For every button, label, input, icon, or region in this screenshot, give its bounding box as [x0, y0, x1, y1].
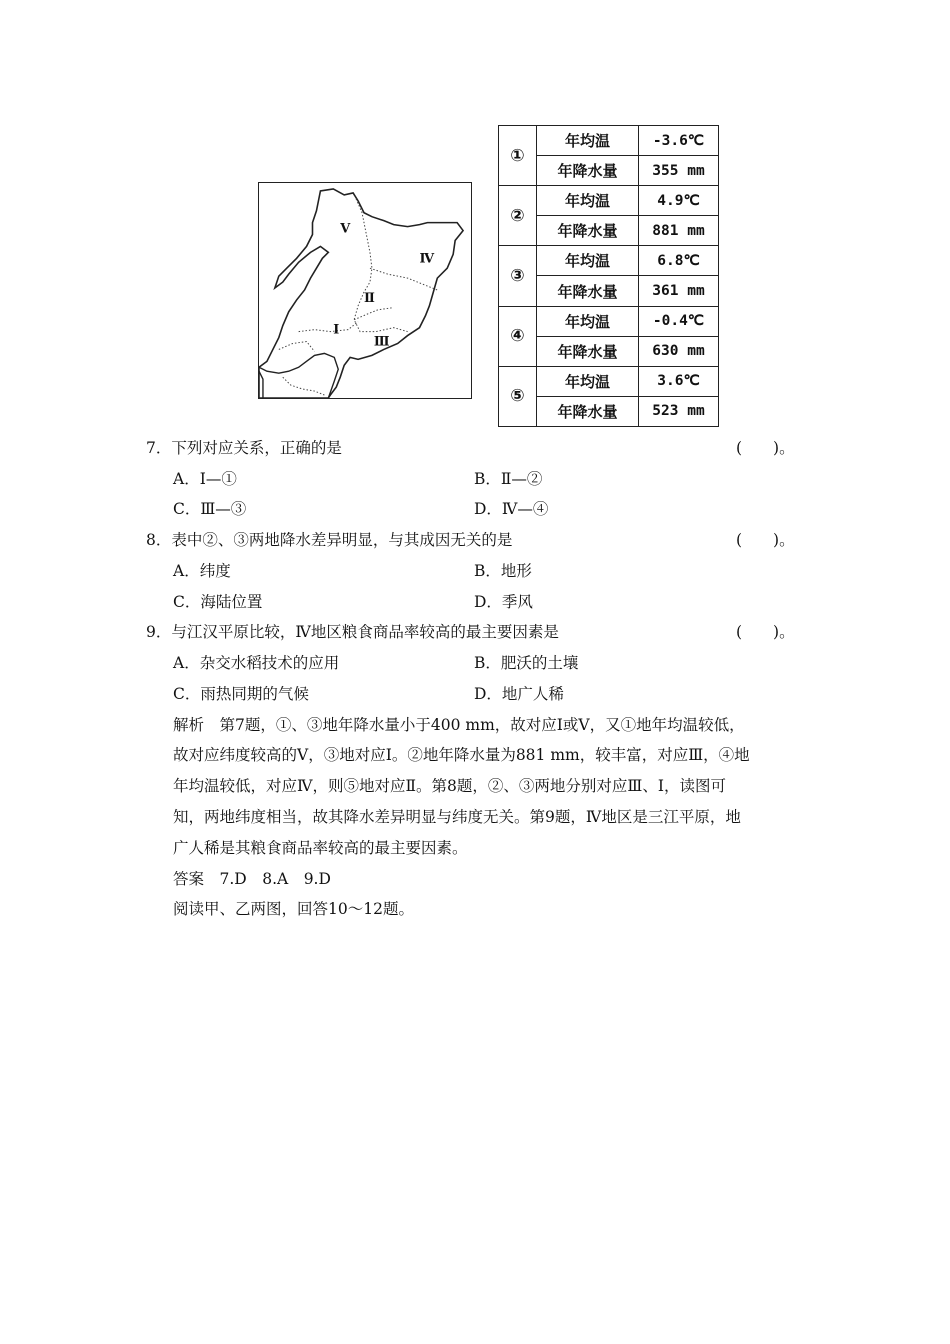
- analysis-line: 年均温较低，对应Ⅳ，则⑤地对应Ⅱ。第8题，②、③两地分别对应Ⅲ、Ⅰ，读图可: [173, 777, 726, 795]
- question-7-option-b: B．Ⅱ—②: [474, 470, 543, 488]
- precip-value: 355 mm: [639, 156, 719, 186]
- precip-label: 年降水量: [537, 276, 639, 306]
- question-7-option-a: A．Ⅰ—①: [173, 470, 237, 488]
- region-label-ii: Ⅱ: [364, 290, 375, 306]
- precip-label: 年降水量: [537, 336, 639, 366]
- temp-label: 年均温: [537, 366, 639, 396]
- question-7-stem: 7．下列对应关系，正确的是: [146, 439, 342, 457]
- question-8-option-b: B．地形: [474, 562, 532, 580]
- row-number: ①: [499, 126, 537, 186]
- boundary-southwest: [283, 377, 325, 395]
- table-row: [499, 366, 719, 396]
- boundary-i: [299, 322, 358, 332]
- table-row: [499, 186, 719, 216]
- temp-value: 6.8℃: [639, 246, 719, 276]
- boundary-south: [279, 342, 315, 352]
- precip-label: 年降水量: [537, 156, 639, 186]
- analysis-line: 解析 第7题，①、③地年降水量小于400 mm，故对应Ⅰ或Ⅴ，又①地年均温较低，: [173, 716, 745, 734]
- temp-value: -0.4℃: [639, 306, 719, 336]
- row-number: ③: [499, 246, 537, 306]
- table-row: [499, 306, 719, 336]
- map-outline: [259, 189, 463, 398]
- question-9-option-d: D．地广人稀: [474, 685, 564, 703]
- next-section-prompt: 阅读甲、乙两图，回答10～12题。: [173, 900, 414, 918]
- temp-label: 年均温: [537, 306, 639, 336]
- temp-value: 4.9℃: [639, 186, 719, 216]
- region-label-iv: Ⅳ: [419, 251, 435, 267]
- temp-label: 年均温: [537, 246, 639, 276]
- question-8-option-c: C．海陆位置: [173, 593, 263, 611]
- question-9-option-b: B．肥沃的土壤: [474, 654, 579, 672]
- precip-value: 630 mm: [639, 336, 719, 366]
- question-9-option-c: C．雨热同期的气候: [173, 685, 309, 703]
- map-bay: [259, 353, 338, 398]
- row-number: ④: [499, 306, 537, 366]
- precip-label: 年降水量: [537, 396, 639, 426]
- question-8-option-a: A．纬度: [173, 562, 231, 580]
- question-9-option-a: A．杂交水稻技术的应用: [173, 654, 340, 672]
- precip-value: 361 mm: [639, 276, 719, 306]
- temp-value: 3.6℃: [639, 366, 719, 396]
- boundary-ii: [354, 292, 407, 332]
- question-8-option-d: D．季风: [474, 593, 533, 611]
- question-9-stem: 9．与江汉平原比较，Ⅳ地区粮食商品率较高的最主要因素是: [146, 623, 559, 641]
- question-9-answer-blank: ( )。: [736, 623, 795, 641]
- precip-value: 523 mm: [639, 396, 719, 426]
- analysis-line: 广人稀是其粮食商品率较高的最主要因素。: [173, 839, 468, 857]
- region-map: [258, 182, 472, 399]
- analysis-line: 故对应纬度较高的Ⅴ，③地对应Ⅰ。②地年降水量为881 mm，较丰富，对应Ⅲ，④地: [173, 746, 750, 764]
- table-row: [499, 246, 719, 276]
- region-map-svg: [259, 183, 471, 398]
- table-row: [499, 126, 719, 156]
- region-label-iii: Ⅲ: [373, 334, 390, 350]
- question-8-answer-blank: ( )。: [736, 531, 795, 549]
- row-number: ②: [499, 186, 537, 246]
- temp-label: 年均温: [537, 126, 639, 156]
- region-label-i: Ⅰ: [333, 322, 340, 338]
- temp-value: -3.6℃: [639, 126, 719, 156]
- temp-label: 年均温: [537, 186, 639, 216]
- question-7-answer-blank: ( )。: [736, 439, 795, 457]
- precip-label: 年降水量: [537, 216, 639, 246]
- boundary-iv: [370, 268, 437, 290]
- climate-table: [498, 125, 719, 427]
- question-7-option-c: C．Ⅲ—③: [173, 500, 247, 518]
- boundary-iii: [354, 308, 392, 320]
- row-number: ⑤: [499, 366, 537, 426]
- precip-value: 881 mm: [639, 216, 719, 246]
- question-7-option-d: D．Ⅳ—④: [474, 500, 549, 518]
- region-label-v: Ⅴ: [340, 221, 351, 237]
- analysis-line: 知，两地纬度相当，故其降水差异明显与纬度无关。第9题，Ⅳ地区是三江平原，地: [173, 808, 741, 826]
- answer-key: 答案 7.D 8.A 9.D: [173, 870, 331, 888]
- question-8-stem: 8．表中②、③两地降水差异明显，与其成因无关的是: [146, 531, 513, 549]
